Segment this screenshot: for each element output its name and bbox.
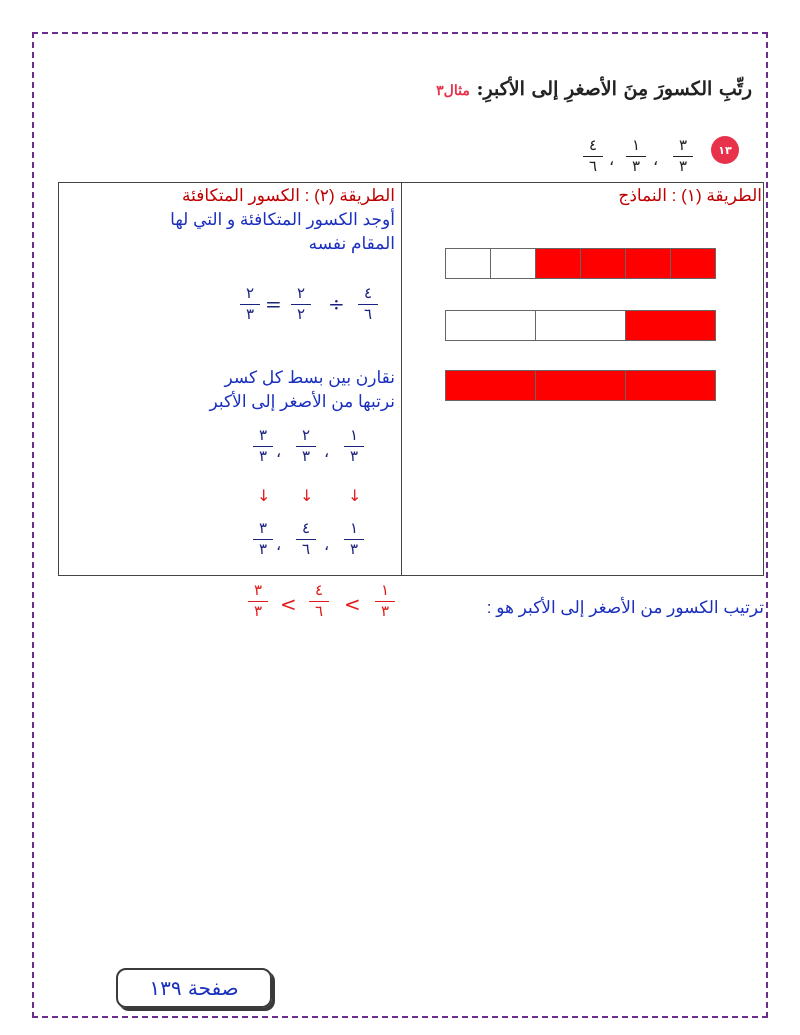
compare-line2: نرتبها من الأصغر إلى الأكبر bbox=[209, 392, 395, 411]
model-segment bbox=[580, 249, 625, 278]
down-arrow-icon: ↓ bbox=[300, 486, 314, 505]
down-arrow-icon: ↓ bbox=[348, 486, 362, 505]
equation-fraction-2-2: ٢ ٢ bbox=[291, 286, 311, 322]
model-segment bbox=[446, 311, 535, 340]
example-label: مثال٣ bbox=[436, 83, 470, 99]
model-segment bbox=[535, 371, 625, 400]
question-fraction-1: ٣ ٣ bbox=[673, 138, 693, 174]
row1-separator: ، bbox=[276, 442, 282, 461]
compare-line1: نقارن بين بسط كل كسر bbox=[224, 368, 395, 387]
fraction-model-4-6 bbox=[445, 248, 716, 279]
conclusion-text: ترتيب الكسور من الأصغر إلى الأكبر هو : bbox=[486, 598, 764, 617]
conclusion-fraction-3-3: ٣ ٣ bbox=[248, 583, 268, 619]
question-number-badge: ١٣ bbox=[711, 136, 739, 164]
equation-fraction-4-6: ٤ ٦ bbox=[358, 286, 378, 322]
instruction-text: رتِّبِ الكسورَ مِنَ الأصغرِ إلى الأكبرِ: bbox=[476, 78, 752, 100]
divide-sign: ÷ bbox=[328, 292, 345, 316]
row2-separator: ، bbox=[276, 535, 282, 554]
question-separator: ، bbox=[653, 150, 659, 169]
method2-title: الطريقة (٢) : الكسور المتكافئة bbox=[181, 186, 395, 205]
fraction-model-3-3 bbox=[445, 370, 716, 401]
method2-instruction-line2: المقام نفسه bbox=[308, 234, 395, 253]
question-fraction-3: ٤ ٦ bbox=[583, 138, 603, 174]
table-divider bbox=[401, 182, 402, 576]
model-segment bbox=[446, 249, 490, 278]
row2-separator: ، bbox=[324, 535, 330, 554]
conclusion-fraction-1-3: ١ ٣ bbox=[375, 583, 395, 619]
question-fraction-2: ١ ٣ bbox=[626, 138, 646, 174]
row1-separator: ، bbox=[324, 442, 330, 461]
row1-fraction-3: ٣ ٣ bbox=[253, 428, 273, 464]
equation-fraction-2-3: ٢ ٣ bbox=[240, 286, 260, 322]
model-segment bbox=[535, 311, 625, 340]
model-segment bbox=[625, 249, 670, 278]
model-segment bbox=[625, 311, 715, 340]
row2-fraction-2: ٤ ٦ bbox=[296, 521, 316, 557]
page-number-badge: صفحة ١٣٩ bbox=[116, 968, 272, 1008]
less-than-sign: < bbox=[280, 592, 297, 616]
equals-sign: = bbox=[265, 292, 282, 316]
model-segment bbox=[670, 249, 715, 278]
row2-fraction-1: ١ ٣ bbox=[344, 521, 364, 557]
row2-fraction-3: ٣ ٣ bbox=[253, 521, 273, 557]
model-segment bbox=[625, 371, 715, 400]
page-header bbox=[432, 78, 752, 100]
less-than-sign: < bbox=[344, 592, 361, 616]
model-segment bbox=[535, 249, 580, 278]
model-segment bbox=[490, 249, 535, 278]
down-arrow-icon: ↓ bbox=[257, 486, 271, 505]
method2-instruction-line1: أوجد الكسور المتكافئة و التي لها bbox=[170, 210, 395, 229]
fraction-model-1-3 bbox=[445, 310, 716, 341]
model-segment bbox=[446, 371, 535, 400]
row1-fraction-1: ١ ٣ bbox=[344, 428, 364, 464]
method1-title: الطريقة (١) : النماذج bbox=[618, 186, 762, 205]
question-separator: ، bbox=[609, 150, 615, 169]
row1-fraction-2: ٢ ٣ bbox=[296, 428, 316, 464]
conclusion-fraction-4-6: ٤ ٦ bbox=[309, 583, 329, 619]
